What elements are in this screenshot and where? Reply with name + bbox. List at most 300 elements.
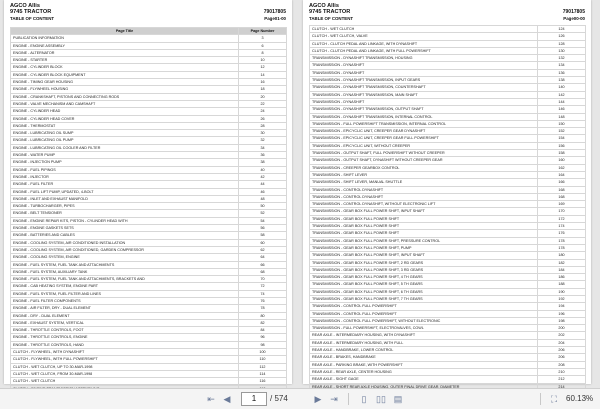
toc-entry-page: 74 [239, 290, 287, 297]
toc-row[interactable] [310, 295, 586, 302]
toc-entry-page: 178 [538, 237, 586, 244]
toc-heading: TABLE OF CONTENT [10, 16, 55, 21]
toc-row[interactable] [310, 332, 586, 339]
toc-row[interactable] [11, 261, 287, 268]
toc-entry-page: 24 [239, 108, 287, 115]
toc-row[interactable] [11, 35, 287, 42]
page-total: / 574 [270, 394, 288, 403]
toc-entry-title: ENGINE - BATTERIES AND CABLES [11, 232, 239, 239]
toc-entry-title: ENGINE - COOLING SYSTEM, ENGINE [11, 254, 239, 261]
toc-entry-title: ENGINE - FUEL SYSTEM, FUEL TANK AND ATTACHMENTS [11, 261, 239, 268]
toc-entry-title: CLUTCH - FLYWHEEL, WITH DYNASHIFT [11, 349, 239, 356]
toc-entry-title: TRANSMISSION - GEAR BOX FULL POWER SHIFT, 5 TH GEARS [310, 281, 538, 288]
toc-entry-page: 169 [538, 201, 586, 208]
toc-entry-title: TRANSMISSION - EPICYCLIC UNIT, CREEPER GEAR DYNASHIFT [310, 128, 538, 135]
toc-entry-title: TRANSMISSION - GEAR BOX FULL POWER SHIFT, 4 TH GEARS [310, 274, 538, 281]
toc-row[interactable] [11, 49, 287, 56]
toc-entry-title: ENGINE - COOLING SYSTEM, AIR CONDITIONED INSTALLATION [11, 239, 239, 246]
toc-row[interactable] [11, 181, 287, 188]
toc-entry-title: ENGINE - FLYWHEEL HOUSING [11, 86, 239, 93]
toc-entry-page: 168 [538, 186, 586, 193]
toc-entry-page: 80 [239, 312, 287, 319]
toc-entry-page: 206 [538, 354, 586, 361]
toc-row[interactable] [11, 137, 287, 144]
toc-row[interactable] [11, 370, 287, 377]
toc-entry-title: TRANSMISSION - DYNASHIFT TRANSMISSION, INTERNAL CONTROL [310, 113, 538, 120]
toc-row[interactable] [11, 210, 287, 217]
toc-row[interactable] [310, 40, 586, 47]
page-label: Page00-00 [563, 16, 585, 21]
two-page-view-button[interactable] [374, 392, 388, 406]
toc-entry-page: 136 [538, 69, 586, 76]
toc-entry-title: ENGINE - FUEL PIPINGS [11, 166, 239, 173]
toc-entry-title: TRANSMISSION - DYNASHIFT TRANSMISSION, COUNTERSHAFT [310, 84, 538, 91]
toc-entry-title: ENGINE - CYLINDER BLOCK [11, 64, 239, 71]
toc-row[interactable] [310, 310, 586, 317]
toc-entry-page: 30 [239, 130, 287, 137]
toc-row[interactable] [11, 166, 287, 173]
brand-name: AGCO Allis [10, 3, 40, 9]
toc-row[interactable] [11, 312, 287, 319]
toc-row[interactable] [310, 259, 586, 266]
toc-row[interactable] [11, 246, 287, 253]
toc-entry-page: 140 [538, 84, 586, 91]
toc-row[interactable] [11, 108, 287, 115]
toc-entry-page: 16 [239, 79, 287, 86]
toc-entry-page: 3 [239, 35, 287, 42]
toc-entry-title: TRANSMISSION - GEAR BOX FULL POWER SHIFT [310, 215, 538, 222]
pdf-page-right [303, 0, 591, 388]
toc-row[interactable] [310, 84, 586, 91]
toc-row[interactable] [11, 57, 287, 64]
toc-entry-page: 164 [538, 171, 586, 178]
toc-entry-title: ENGINE - THROTTLE CONTROLS, ENGINE [11, 334, 239, 341]
toc-row[interactable] [310, 325, 586, 332]
toc-entry-page: 46 [239, 188, 287, 195]
toc-row[interactable] [11, 188, 287, 195]
toc-row[interactable] [310, 33, 586, 40]
toc-entry-page: 82 [239, 319, 287, 326]
toc-entry-title: ENGINE - LUBRICATING OIL PUMP [11, 137, 239, 144]
single-page-icon: ▯ [361, 394, 367, 404]
toc-row[interactable] [310, 150, 586, 157]
toc-entry-title: ENGINE - INJECTOR [11, 173, 239, 180]
toc-entry-page: 20 [239, 93, 287, 100]
toc-entry-page: 72 [239, 283, 287, 290]
toc-row[interactable] [11, 152, 287, 159]
toc-entry-title: ENGINE - FUEL SYSTEM, AUXILIARY TANK [11, 268, 239, 275]
toc-heading: TABLE OF CONTENT [309, 16, 354, 21]
toc-row[interactable] [310, 135, 586, 142]
toc-entry-title: TRANSMISSION - GEAR BOX FULL POWER SHIFT [310, 223, 538, 230]
page-label: Page01-00 [264, 16, 286, 21]
toc-entry-page: 184 [538, 266, 586, 273]
toc-row[interactable] [11, 349, 287, 356]
toc-row[interactable] [11, 93, 287, 100]
toc-row[interactable] [310, 215, 586, 222]
toc-row[interactable] [310, 113, 586, 120]
toc-row[interactable] [11, 319, 287, 326]
toc-row[interactable] [310, 55, 586, 62]
toc-entry-title: CLUTCH - WET CLUTCH, UP TO 30-MAR-1998 [11, 363, 239, 370]
toc-entry-page: 40 [239, 166, 287, 173]
toc-row[interactable] [11, 130, 287, 137]
toc-row[interactable] [11, 283, 287, 290]
toc-row[interactable] [310, 77, 586, 84]
toc-entry-page: 168 [538, 193, 586, 200]
toc-entry-page: 144 [538, 98, 586, 105]
doc-code: 79017805 [263, 9, 286, 15]
toc-row[interactable] [310, 354, 586, 361]
toc-entry-title: ENGINE - FUEL FILTER COMPONENTS [11, 297, 239, 304]
toc-row[interactable] [310, 193, 586, 200]
toc-row[interactable] [11, 232, 287, 239]
continuous-view-icon: ▤ [393, 394, 403, 404]
toc-entry-title: REAR AXLE - REAR AXLE, CENTER HOUSING [310, 368, 538, 375]
toc-entry-page: 158 [538, 150, 586, 157]
model-name: 9745 TRACTOR [10, 9, 52, 15]
toc-entry-title: ENGINE - THROTTLE CONTROLS, FOOT [11, 327, 239, 334]
toc-row[interactable] [310, 244, 586, 251]
toc-entry-title: TRANSMISSION - DYNASHIFT [310, 98, 538, 105]
toc-row[interactable] [310, 376, 586, 383]
toc-entry-title: ENGINE - CAB HEATING SYSTEM, ENGINE PART [11, 283, 239, 290]
toc-row[interactable] [310, 303, 586, 310]
toc-entry-page: 8 [239, 49, 287, 56]
toc-entry-title: TRANSMISSION - DYNASHIFT TRANSMISSION, INPUT GEARS [310, 77, 538, 84]
toc-entry-page: 128 [538, 40, 586, 47]
toc-entry-page: 22 [239, 100, 287, 107]
toc-entry-title: ENGINE - CRANKSHAFT, PISTONS AND CONNECTING RODS [11, 93, 239, 100]
toc-entry-page: 50 [239, 203, 287, 210]
toc-row[interactable] [310, 339, 586, 346]
toc-row[interactable] [11, 327, 287, 334]
toc-entry-page: 178 [538, 244, 586, 251]
toc-entry-page: 160 [538, 157, 586, 164]
toc-entry-title: TRANSMISSION - DYNASHIFT [310, 69, 538, 76]
toc-row[interactable] [310, 274, 586, 281]
toc-row[interactable] [11, 42, 287, 49]
toc-row[interactable] [310, 157, 586, 164]
toc-entry-title: ENGINE - LUBRICATING OIL SUMP [11, 130, 239, 137]
toc-entry-page: 38 [239, 159, 287, 166]
first-page-button[interactable] [205, 392, 217, 406]
toc-entry-title: TRANSMISSION - GEAR BOX FULL POWER SHIFT, 2 RD GEARS [310, 259, 538, 266]
toc-row[interactable] [310, 47, 586, 54]
toc-entry-title: CLUTCH - WET CLUTCH [310, 26, 538, 33]
toc-entry-page: 156 [538, 142, 586, 149]
toc-entry-title: TRANSMISSION - GEAR BOX FULL POWER SHIFT, 7 TH GEARS [310, 295, 538, 302]
toc-entry-page: 76 [239, 297, 287, 304]
toc-entry-title: ENGINE - WATER PUMP [11, 152, 239, 159]
toc-entry-title: CLUTCH - FLYWHEEL, WITH FULL POWERSHIFT [11, 356, 239, 363]
toc-row[interactable] [310, 69, 586, 76]
toc-row[interactable] [11, 144, 287, 151]
toc-entry-title: CLUTCH - CLUTCH PEDAL AND LINKAGE, WITH FULL POWERSHIFT [310, 47, 538, 54]
toc-entry-page: 166 [538, 179, 586, 186]
toc-row[interactable] [11, 276, 287, 283]
toc-entry-title: TRANSMISSION - SHIFT LEVER, MANUAL SHUTTLE [310, 179, 538, 186]
toc-row[interactable] [310, 201, 586, 208]
toc-entry-page: 54 [239, 217, 287, 224]
toc-entry-title: ENGINE - CYLINDER HEAD COVER [11, 115, 239, 122]
toc-entry-page: 52 [239, 210, 287, 217]
toc-entry-title: TRANSMISSION - CONTROL DYNASHIFT [310, 186, 538, 193]
toc-entry-title: TRANSMISSION - CREEPER GEARBOX CONTROL [310, 164, 538, 171]
toc-row[interactable] [310, 91, 586, 98]
toc-entry-page: 132 [538, 55, 586, 62]
toc-entry-page: 206 [538, 347, 586, 354]
toc-row[interactable] [11, 100, 287, 107]
toc-entry-page: 98 [239, 341, 287, 348]
toc-entry-page: 130 [538, 47, 586, 54]
toc-entry-page: 70 [239, 276, 287, 283]
toc-entry-page: 138 [538, 77, 586, 84]
toolbar-divider [540, 393, 541, 405]
toc-entry-page: 10 [239, 57, 287, 64]
toc-entry-page: 212 [538, 376, 586, 383]
toc-entry-page: 114 [239, 370, 287, 377]
toolbar-divider [348, 393, 349, 405]
toc-row[interactable] [310, 368, 586, 375]
toc-entry-page: 194 [538, 303, 586, 310]
toc-row[interactable] [310, 128, 586, 135]
toc-row[interactable] [310, 208, 586, 215]
toc-entry-title: REAR AXLE - HANDBRAKE, LOWER CONTROL [310, 347, 538, 354]
toc-row[interactable] [11, 305, 287, 312]
brand-name: AGCO Allis [309, 3, 339, 9]
toc-row[interactable] [11, 297, 287, 304]
toc-entry-title: TRANSMISSION - FULL POWERSHIFT, ELECTROVALVES, COWL [310, 325, 538, 332]
toc-row[interactable] [11, 173, 287, 180]
toc-entry-title: ENGINE - INLET AND EXHAUST MANIFOLD [11, 195, 239, 202]
toc-row[interactable] [11, 378, 287, 385]
toc-entry-page: 62 [239, 246, 287, 253]
toc-row[interactable] [310, 237, 586, 244]
toc-entry-page: 14 [239, 71, 287, 78]
toc-entry-page: 176 [538, 230, 586, 237]
toc-entry-title: TRANSMISSION - GEAR BOX FULL POWER SHIFT [310, 230, 538, 237]
continuous-view-button[interactable] [392, 392, 404, 406]
toc-row[interactable] [11, 225, 287, 232]
fit-page-button[interactable] [548, 392, 560, 406]
next-page-button[interactable] [312, 392, 324, 406]
toc-entry-page: 150 [538, 120, 586, 127]
toc-entry-title: REAR AXLE - INTERMEDIARY HOUSING, WITH DYNASHIFT [310, 332, 538, 339]
toc-row[interactable] [310, 26, 586, 33]
toc-row[interactable] [310, 164, 586, 171]
toc-entry-title: ENGINE - TURBOCHARGER, PIPES [11, 203, 239, 210]
toc-entry-page: 100 [239, 349, 287, 356]
two-page-icon: ▯▯ [376, 394, 386, 404]
toc-row[interactable] [310, 266, 586, 273]
next-page-icon: ▶ [314, 394, 322, 404]
toc-row[interactable] [310, 230, 586, 237]
toc-row[interactable] [310, 347, 586, 354]
toc-row[interactable] [11, 239, 287, 246]
toc-entry-page: 68 [239, 268, 287, 275]
toc-entry-page: 66 [239, 261, 287, 268]
toc-entry-title: ENGINE - LUBRICATING OIL COOLER AND FILTER [11, 144, 239, 151]
toc-entry-title: CLUTCH - WET CLUTCH, FROM 30-MAR-1998 [11, 370, 239, 377]
toc-row[interactable] [11, 290, 287, 297]
toc-entry-title: ENGINE - COOLING SYSTEM, AIR CONDITIONED, GARDEN COMPRESSOR [11, 246, 239, 253]
last-page-icon: ⇥ [330, 394, 338, 404]
toc-row[interactable] [310, 281, 586, 288]
toc-row[interactable] [11, 203, 287, 210]
toc-row[interactable] [11, 341, 287, 348]
toc-row[interactable] [11, 195, 287, 202]
toc-entry-page: 182 [538, 259, 586, 266]
toc-entry-title: TRANSMISSION - DYNASHIFT TRANSMISSION, HOUSING [310, 55, 538, 62]
toc-entry-title: TRANSMISSION - DYNASHIFT TRANSMISSION, MAIN SHAFT [310, 91, 538, 98]
toc-entry-page: 6 [239, 42, 287, 49]
toc-entry-page: 180 [538, 252, 586, 259]
toc-entry-title: REAR AXLE - BRAKES, HANDBRAKE [310, 354, 538, 361]
toc-entry-title: TRANSMISSION - DYNASHIFT [310, 62, 538, 69]
toc-entry-page: 18 [239, 86, 287, 93]
toc-entry-title: TRANSMISSION - FULL POWERSHIFT TRANSMISSION, INTERNAL CONTROL [310, 120, 538, 127]
toc-entry-title: ENGINE - EXHAUST SYSTEM, VERTICAL [11, 319, 239, 326]
toc-row[interactable] [310, 361, 586, 368]
toc-row[interactable] [310, 142, 586, 149]
toc-entry-title: TRANSMISSION - DYNASHIFT TRANSMISSION, OUTPUT SHAFT [310, 106, 538, 113]
toc-row[interactable] [11, 71, 287, 78]
toc-entry-page: 28 [239, 122, 287, 129]
toc-entry-title: CLUTCH - WET CLUTCH, VALVE [310, 33, 538, 40]
page-number-input[interactable]: 1 [241, 392, 267, 406]
toc-entry-title: TRANSMISSION - GEAR BOX FULL POWER SHIFT, INPUT SHAFT [310, 252, 538, 259]
toc-row[interactable] [11, 217, 287, 224]
toc-entry-title: ENGINE - INJECTION PUMP [11, 159, 239, 166]
toc-entry-title: TRANSMISSION - EPICYCLIC UNIT, WITHOUT CREEPER [310, 142, 538, 149]
toc-entry-title: ENGINE - CYLINDER BLOCK EQUIPMENT [11, 71, 239, 78]
toc-entry-page: 186 [538, 274, 586, 281]
toc-entry-title: CLUTCH - WET CLUTCH [11, 378, 239, 385]
toc-entry-page: 196 [538, 310, 586, 317]
toc-entry-title: ENGINE - ENGINE GASKETS SETS [11, 225, 239, 232]
toc-entry-title: REAR AXLE - SHORT REAR AXLE HOUSING, OUTER FINAL DRIVE GEAR, DIAMETER [310, 383, 538, 388]
toc-entry-title: ENGINE - VALVE MECHANISM AND CAMSHAFT [11, 100, 239, 107]
toc-entry-title: ENGINE - FUEL SYSTEM, FUEL FILTER AND LINES [11, 290, 239, 297]
toc-entry-page: 26 [239, 115, 287, 122]
toc-table [309, 25, 586, 388]
prev-page-icon: ◀ [223, 394, 231, 404]
toc-row[interactable] [310, 171, 586, 178]
toc-entry-title: TRANSMISSION - OUTPUT SHAFT, FULL POWERSHIFT WITHOUT CREEPER [310, 150, 538, 157]
toc-entry-title: TRANSMISSION - CONTROL DYNASHIFT, WITHOUT ELECTRONIC LIFT [310, 201, 538, 208]
first-page-icon: ⇤ [207, 394, 215, 404]
toc-entry-page: 162 [538, 164, 586, 171]
viewer-toolbar [0, 388, 600, 409]
toc-entry-title: TRANSMISSION - GEAR BOX FULL POWER SHIFT, PRESSURE CONTROL [310, 237, 538, 244]
toc-row[interactable] [310, 62, 586, 69]
toc-row[interactable] [310, 288, 586, 295]
model-name: 9745 TRACTOR [309, 9, 351, 15]
toc-row[interactable] [11, 334, 287, 341]
toc-row[interactable] [11, 268, 287, 275]
toc-entry-title: ENGINE - THERMOSTAT [11, 122, 239, 129]
toc-entry-page: 42 [239, 173, 287, 180]
col-number-header: Page Number [239, 28, 287, 35]
toc-entry-title: ENGINE - CYLINDER HEAD [11, 108, 239, 115]
toc-row[interactable] [11, 86, 287, 93]
toc-entry-title: CLUTCH - CLUTCH PEDAL AND LINKAGE, WITH DYNASHIFT [310, 40, 538, 47]
toc-row[interactable] [310, 223, 586, 230]
toc-row[interactable] [11, 159, 287, 166]
single-page-view-button[interactable] [358, 392, 370, 406]
toc-entry-page: 32 [239, 137, 287, 144]
toc-entry-title: TRANSMISSION - EPICYCLIC UNIT, CREEPER GEAR FULL POWERSHIFT [310, 135, 538, 142]
toc-entry-page: 214 [538, 383, 586, 388]
toc-entry-page: 146 [538, 106, 586, 113]
toc-entry-page: 192 [538, 295, 586, 302]
toc-entry-title: ENGINE - FUEL LIFT PUMP, UPDATED, 4-BOLT [11, 188, 239, 195]
toc-entry-page: 204 [538, 339, 586, 346]
zoom-level[interactable]: 60.13% [566, 394, 594, 403]
toc-row[interactable] [310, 179, 586, 186]
prev-page-button[interactable] [221, 392, 233, 406]
toc-row[interactable] [11, 254, 287, 261]
toc-entry-page: 64 [239, 254, 287, 261]
toc-entry-page: 154 [538, 135, 586, 142]
toc-entry-title: TRANSMISSION - CONTROL DYNASHIFT [310, 193, 538, 200]
toc-row[interactable] [11, 64, 287, 71]
toc-entry-title: ENGINE - BELT TENSIONER [11, 210, 239, 217]
toc-entry-title: TRANSMISSION - CONTROL FULL POWERSHIFT [310, 303, 538, 310]
toc-entry-page: 60 [239, 239, 287, 246]
toc-entry-title: ENGINE - FUEL FILTER [11, 181, 239, 188]
toc-entry-title: REAR AXLE - PARKING BRAKE, WITH POWERSHIFT [310, 361, 538, 368]
toc-row[interactable] [11, 356, 287, 363]
toc-entry-page: 124 [538, 26, 586, 33]
toc-entry-title: REAR AXLE - INTERMEDIARY HOUSING, WITH FULL [310, 339, 538, 346]
toc-row[interactable] [310, 120, 586, 127]
toc-row[interactable] [310, 317, 586, 324]
toc-row[interactable] [11, 79, 287, 86]
toc-row[interactable] [11, 115, 287, 122]
toc-row[interactable] [310, 252, 586, 259]
toc-entry-page: 142 [538, 91, 586, 98]
toc-row[interactable] [310, 98, 586, 105]
toc-entry-page: 78 [239, 305, 287, 312]
toc-header-row [11, 28, 287, 35]
toc-entry-title: TRANSMISSION - GEAR BOX FULL POWER SHIFT, 6 TH GEARS [310, 288, 538, 295]
toc-row[interactable] [11, 122, 287, 129]
pdf-page-left [4, 0, 292, 384]
toc-table [10, 27, 287, 388]
doc-code: 79017805 [562, 9, 585, 15]
toc-entry-title: TRANSMISSION - GEAR BOX FULL POWER SHIFT, INPUT SHAFT [310, 208, 538, 215]
fit-page-icon: ⛶ [550, 394, 558, 404]
toc-entry-title: TRANSMISSION - GEAR BOX FULL POWER SHIFT, PUMP [310, 244, 538, 251]
toc-entry-page: 112 [239, 363, 287, 370]
toc-entry-page: 152 [538, 128, 586, 135]
col-title-header: Page Title [11, 28, 239, 35]
toc-row[interactable] [310, 186, 586, 193]
page-header [309, 4, 585, 26]
toc-row[interactable] [11, 363, 287, 370]
toc-entry-page: 12 [239, 64, 287, 71]
last-page-button[interactable] [328, 392, 340, 406]
toc-row[interactable] [310, 106, 586, 113]
toc-entry-page: 116 [239, 378, 287, 385]
toc-entry-page: 208 [538, 361, 586, 368]
toc-entry-title: TRANSMISSION - GEAR BOX FULL POWER SHIFT, 3 RD GEARS [310, 266, 538, 273]
toc-entry-page: 190 [538, 288, 586, 295]
toc-entry-page: 96 [239, 334, 287, 341]
toc-entry-title: ENGINE - STARTER [11, 57, 239, 64]
